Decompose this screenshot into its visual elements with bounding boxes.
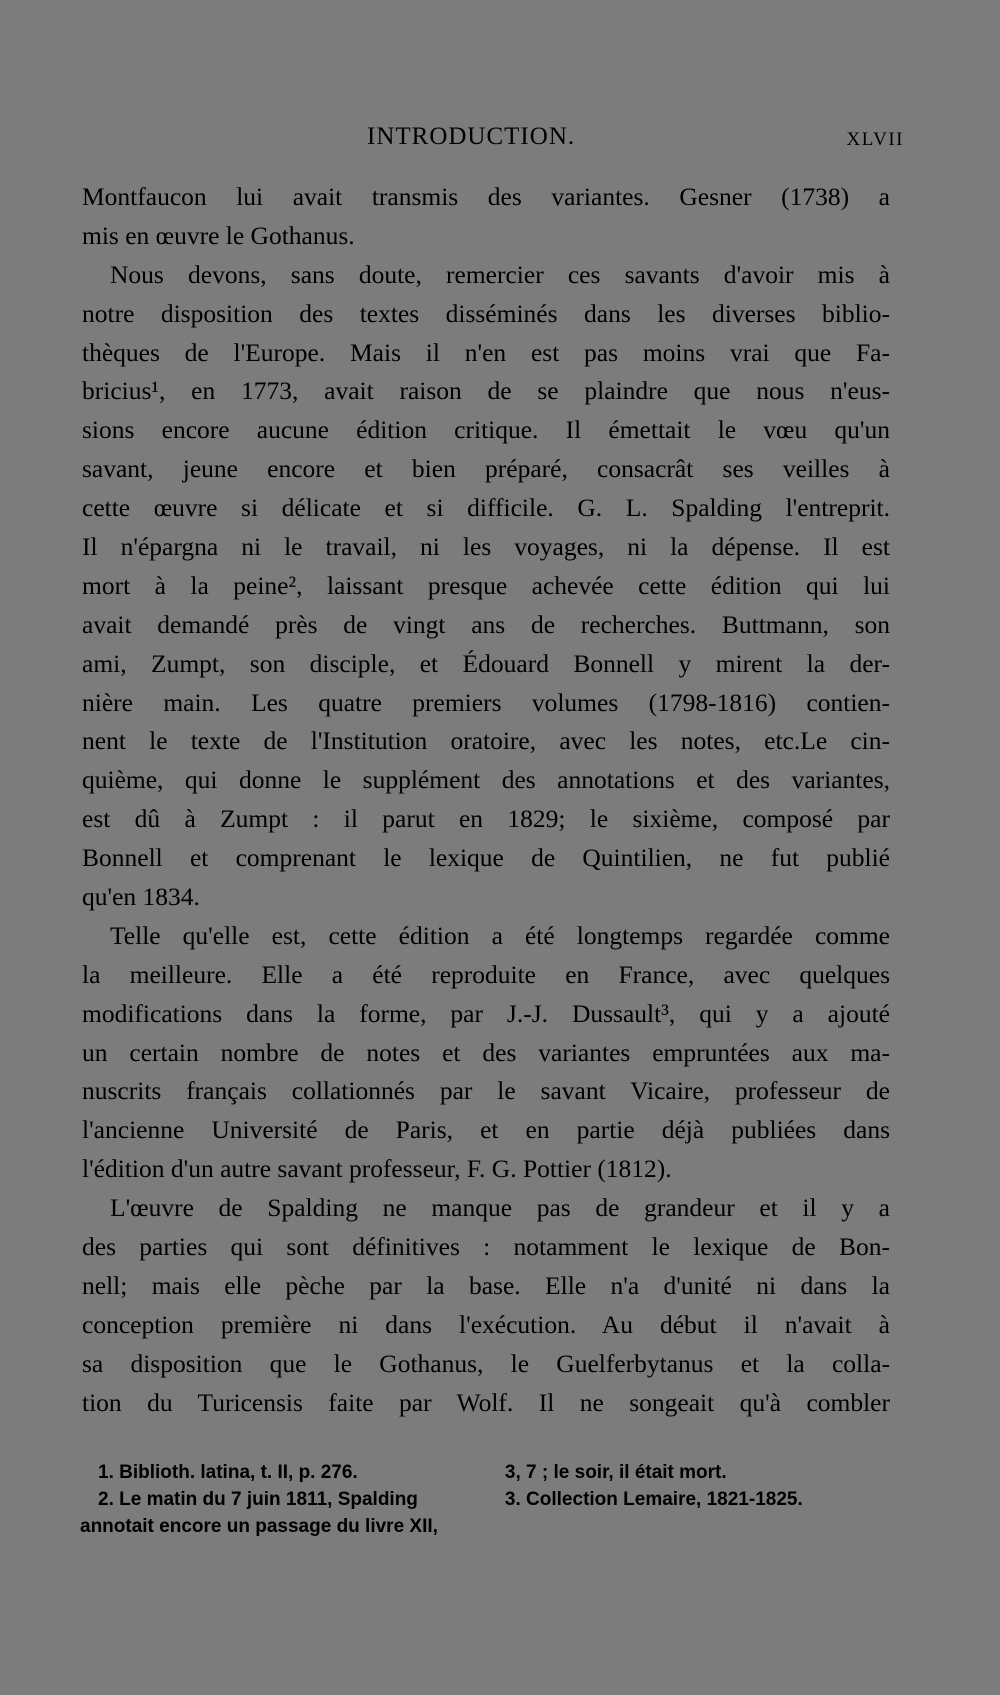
text-line: Il n'épargna ni le travail, ni les voyages, ni la dépense. Il est: [82, 532, 890, 562]
text-line: mis en œuvre le Gothanus.: [82, 220, 355, 250]
text-line: la meilleure. Elle a été reproduite en France, avec quelques: [82, 959, 890, 989]
text-line: sions encore aucune édition critique. Il émettait le vœu qu'un: [82, 415, 890, 445]
footnote-row: [80, 1513, 900, 1540]
footnote-row: [80, 1459, 900, 1486]
footnote-row: [80, 1486, 900, 1513]
running-title: INTRODUCTION.: [367, 123, 576, 150]
main-text: [82, 178, 890, 1423]
text-line: L'œuvre de Spalding ne manque pas de grandeur et il y a: [110, 1193, 890, 1223]
text-line: mort à la peine², laissant presque achevée cette édition qui lui: [82, 570, 890, 600]
footnote-right: [492, 1513, 892, 1540]
footnote-left: 1. Biblioth. latina, t. II, p. 276.: [98, 1462, 358, 1483]
text-line: nuscrits français collationnés par le savant Vicaire, professeur de: [82, 1076, 890, 1106]
text-line: Telle qu'elle est, cette édition a été longtemps regardée comme: [110, 920, 890, 950]
text-line: thèques de l'Europe. Mais il n'en est pas moins vrai que Fa-: [82, 337, 890, 367]
text-line: est dû à Zumpt : il parut en 1829; le sixième, composé par: [82, 804, 890, 834]
text-line: un certain nombre de notes et des variantes empruntées aux ma-: [82, 1037, 890, 1067]
footnote-left: 2. Le matin du 7 juin 1811, Spalding: [98, 1489, 418, 1510]
text-line: qu'en 1834.: [82, 882, 200, 912]
text-line: l'ancienne Université de Paris, et en partie déjà publiées dans: [82, 1115, 890, 1145]
text-line: avait demandé près de vingt ans de recherches. Buttmann, son: [82, 609, 890, 639]
text-line: sa disposition que le Gothanus, le Guelferbytanus et la colla-: [82, 1348, 890, 1378]
footnote-right: 3. Collection Lemaire, 1821-1825.: [504, 1489, 803, 1510]
text-line: nell; mais elle pèche par la base. Elle n'a d'unité ni dans la: [82, 1270, 890, 1300]
text-line: quième, qui donne le supplément des annotations et des variantes,: [82, 765, 890, 795]
text-line: Bonnell et comprenant le lexique de Quintilien, ne fut publié: [82, 843, 890, 873]
text-line: nent le texte de l'Institution oratoire, avec les notes, etc.Le cin-: [82, 726, 890, 756]
text-line: savant, jeune encore et bien préparé, consacrât ses veilles à: [82, 454, 890, 484]
text-line: Nous devons, sans doute, remercier ces savants d'avoir mis à: [110, 259, 890, 289]
text-line: des parties qui sont définitives : notamment le lexique de Bon-: [82, 1232, 890, 1262]
text-line: cette œuvre si délicate et si difficile. G. L. Spalding l'entreprit.: [82, 493, 890, 523]
footnotes: [80, 1459, 900, 1540]
text-line: notre disposition des textes disséminés dans les diverses biblio-: [82, 298, 890, 328]
text-line: Montfaucon lui avait transmis des variantes. Gesner (1738) a: [82, 182, 890, 211]
text-line: modifications dans la forme, par J.-J. Dussault³, qui y a ajouté: [82, 998, 890, 1028]
text-line: ami, Zumpt, son disciple, et Édouard Bonnell y mirent la der-: [82, 648, 890, 678]
text-line: l'édition d'un autre savant professeur, F. G. Pottier (1812).: [82, 1154, 672, 1184]
text-line: tion du Turicensis faite par Wolf. Il ne songeait qu'à combler: [82, 1387, 890, 1417]
text-line: bricius¹, en 1773, avait raison de se plaindre que nous n'eus-: [82, 376, 890, 406]
footnote-left: annotait encore un passage du livre XII,: [80, 1516, 438, 1537]
text-line: conception première ni dans l'exécution. Au début il n'avait à: [82, 1309, 890, 1339]
running-header: [0, 123, 1000, 163]
footnote-right: 3, 7 ; le soir, il était mort.: [504, 1462, 727, 1483]
text-line: nière main. Les quatre premiers volumes (1798-1816) contien-: [82, 687, 890, 717]
page-number: XLVII: [846, 129, 904, 150]
